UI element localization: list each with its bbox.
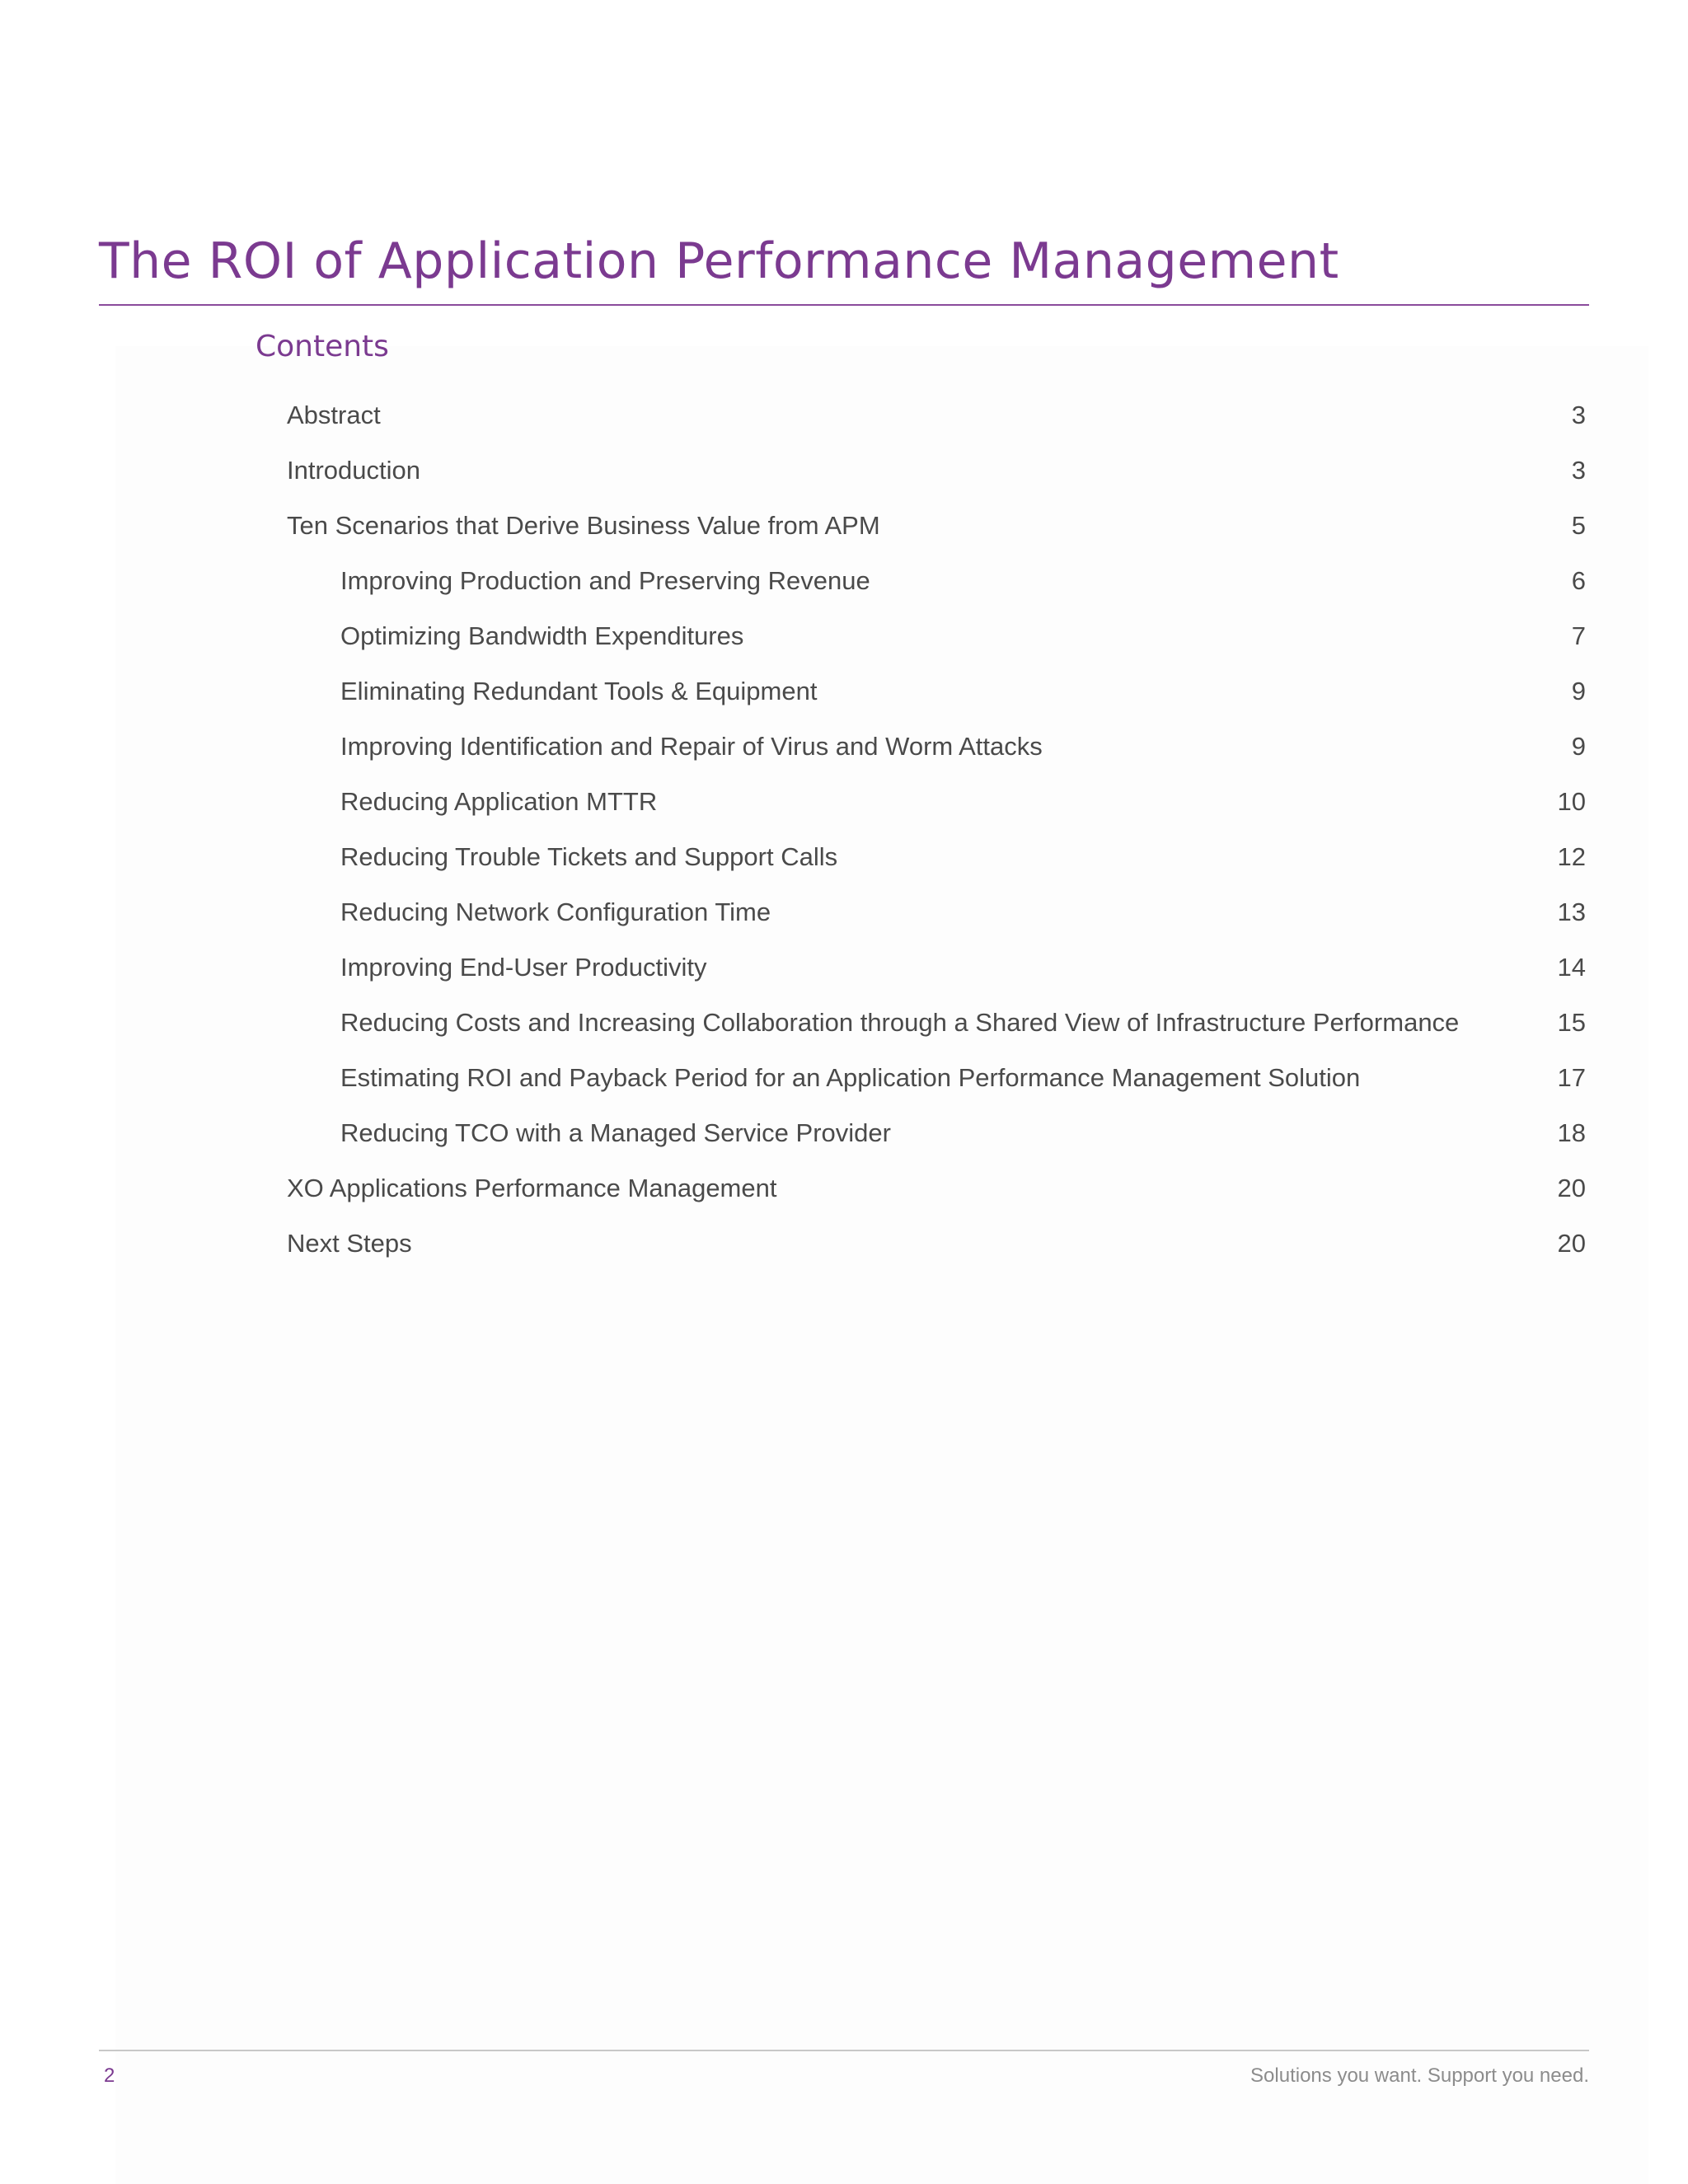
toc-entry-reducing-mttr[interactable] [0,779,1688,834]
toc-entry-label: Reducing TCO with a Managed Service Provider [340,1118,891,1147]
table-of-contents [0,392,1688,1276]
toc-entry-page-number: 7 [1571,621,1586,650]
toc-entry-shared-view[interactable] [0,1000,1688,1055]
toc-entry-page-number: 14 [1557,953,1586,982]
toc-entry-page-number: 13 [1557,898,1586,926]
contents-heading: Contents [256,330,389,363]
toc-entry-trouble-tickets[interactable] [0,834,1688,889]
toc-entry-xo-apm[interactable] [0,1165,1688,1221]
toc-entry-label: Reducing Trouble Tickets and Support Calls [340,842,838,871]
toc-entry-label: Reducing Application MTTR [340,787,658,816]
toc-entry-label: Reducing Network Configuration Time [340,898,771,926]
toc-entry-page-number: 9 [1571,732,1586,761]
toc-entry-page-number: 20 [1557,1174,1586,1202]
toc-entry-ten-scenarios[interactable] [0,503,1688,558]
toc-entry-page-number: 5 [1571,511,1586,540]
toc-entry-page-number: 12 [1557,842,1586,871]
footer-tagline: Solutions you want. Support you need. [1250,2064,1589,2087]
toc-entry-label: Improving Identification and Repair of Virus and Worm Attacks [340,732,1043,761]
toc-entry-page-number: 20 [1557,1229,1586,1258]
toc-entry-page-number: 3 [1571,401,1586,429]
toc-entry-label: Ten Scenarios that Derive Business Value from APM [287,511,880,540]
toc-entry-label: Reducing Costs and Increasing Collaboration through a Shared View of Infrastructure Performance [340,1008,1460,1037]
toc-entry-network-configuration[interactable] [0,889,1688,944]
toc-entry-page-number: 18 [1557,1118,1586,1147]
toc-entry-reducing-tco[interactable] [0,1110,1688,1165]
toc-entry-abstract[interactable] [0,392,1688,448]
toc-entry-page-number: 15 [1557,1008,1586,1037]
toc-entry-label: Introduction [287,456,420,485]
footer-divider [99,2050,1589,2051]
toc-entry-next-steps[interactable] [0,1221,1688,1276]
toc-entry-label: Eliminating Redundant Tools & Equipment [340,677,818,705]
toc-entry-label: Optimizing Bandwidth Expenditures [340,621,744,650]
toc-entry-improving-production[interactable] [0,558,1688,613]
title-divider [99,304,1589,306]
document-title: The ROI of Application Performance Management [99,232,1339,290]
toc-entry-label: Next Steps [287,1229,412,1258]
toc-entry-label: XO Applications Performance Management [287,1174,777,1202]
toc-entry-page-number: 17 [1557,1063,1586,1092]
toc-entry-eliminating-redundant-tools[interactable] [0,668,1688,724]
footer-page-number: 2 [104,2064,115,2087]
toc-entry-estimating-roi[interactable] [0,1055,1688,1110]
toc-entry-page-number: 9 [1571,677,1586,705]
toc-entry-label: Abstract [287,401,381,429]
toc-entry-page-number: 3 [1571,456,1586,485]
toc-entry-optimizing-bandwidth[interactable] [0,613,1688,668]
toc-entry-page-number: 6 [1571,566,1586,595]
toc-entry-label: Improving Production and Preserving Revenue [340,566,870,595]
toc-entry-end-user-productivity[interactable] [0,944,1688,1000]
toc-entry-label: Estimating ROI and Payback Period for an Application Performance Management Solution [340,1063,1361,1092]
toc-entry-introduction[interactable] [0,448,1688,503]
toc-entry-page-number: 10 [1557,787,1586,816]
toc-entry-virus-worm-attacks[interactable] [0,724,1688,779]
toc-entry-label: Improving End-User Productivity [340,953,707,982]
